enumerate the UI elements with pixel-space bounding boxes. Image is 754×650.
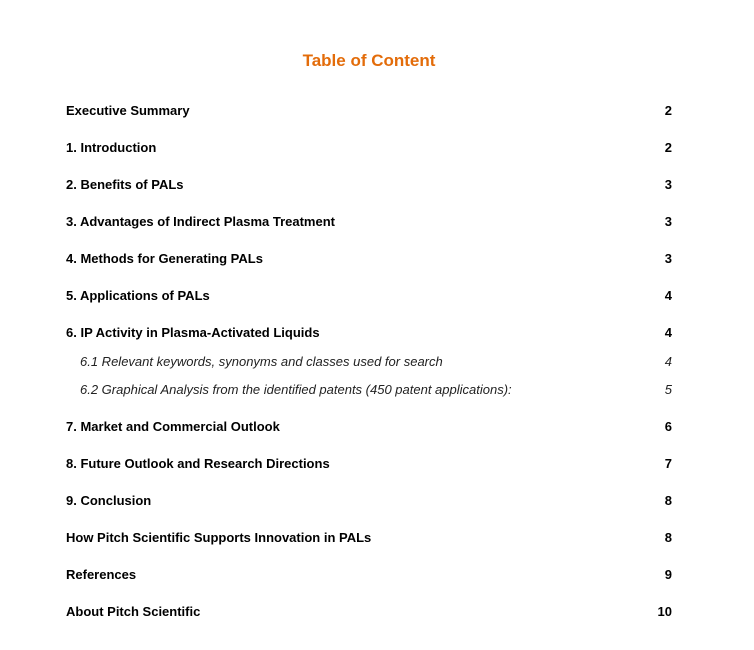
toc-entry-label: Executive Summary xyxy=(66,103,190,118)
toc-entry-page: 7 xyxy=(664,456,672,471)
toc-entry[interactable] xyxy=(66,138,672,158)
toc-entry-page: 6 xyxy=(664,419,672,434)
toc-entry-label: References xyxy=(66,567,137,582)
toc-entry[interactable] xyxy=(66,101,672,121)
page-title: Table of Content xyxy=(302,51,436,70)
toc-entry[interactable] xyxy=(66,454,672,474)
toc-entry-label: 7. Market and Commercial Outlook xyxy=(66,419,280,434)
toc-entry[interactable] xyxy=(66,528,672,548)
toc-entry[interactable] xyxy=(66,417,672,437)
toc-entry-page: 5 xyxy=(664,382,672,397)
toc-entry-page: 4 xyxy=(664,325,672,340)
toc-entry-label: 5. Applications of PALs xyxy=(66,288,210,303)
toc-entry[interactable] xyxy=(66,286,672,306)
toc-entry-label: 1. Introduction xyxy=(66,140,157,155)
toc-entry-label: 3. Advantages of Indirect Plasma Treatment xyxy=(66,214,335,229)
toc-subentry[interactable] xyxy=(66,380,672,400)
toc-entry[interactable] xyxy=(66,175,672,195)
toc-entry[interactable] xyxy=(66,212,672,232)
toc-entry-label: 4. Methods for Generating PALs xyxy=(66,251,263,266)
toc-entry-page: 3 xyxy=(664,251,672,266)
toc-entry-label: About Pitch Scientific xyxy=(66,604,201,619)
toc-entry[interactable] xyxy=(66,491,672,511)
toc-entry-label: 6.1 Relevant keywords, synonyms and classes used for search xyxy=(80,354,443,369)
toc-entry-page: 4 xyxy=(664,354,672,369)
toc-entry-page: 10 xyxy=(657,604,672,619)
toc-entry-page: 3 xyxy=(664,214,672,229)
toc-entry-label: 6.2 Graphical Analysis from the identified patents (450 patent applications): xyxy=(80,382,512,397)
toc-entry-label: 8. Future Outlook and Research Directions xyxy=(66,456,330,471)
toc-entry[interactable] xyxy=(66,323,672,343)
toc-entry-page: 8 xyxy=(664,530,672,545)
toc-entry-label: 6. IP Activity in Plasma-Activated Liquids xyxy=(66,325,320,340)
toc-entry[interactable] xyxy=(66,249,672,269)
toc-entry-page: 3 xyxy=(664,177,672,192)
toc-entry-page: 9 xyxy=(664,567,672,582)
toc-entry-page: 2 xyxy=(664,140,672,155)
toc-entry-label: 9. Conclusion xyxy=(66,493,152,508)
toc-entry[interactable] xyxy=(66,565,672,585)
toc-subentry[interactable] xyxy=(66,352,672,372)
toc-entry[interactable] xyxy=(66,602,672,622)
toc-entry-page: 8 xyxy=(664,493,672,508)
toc-entry-page: 2 xyxy=(664,103,672,118)
toc-entry-page: 4 xyxy=(664,288,672,303)
toc-entry-label: How Pitch Scientific Supports Innovation in PALs xyxy=(66,530,372,545)
toc-entry-label: 2. Benefits of PALs xyxy=(66,177,184,192)
